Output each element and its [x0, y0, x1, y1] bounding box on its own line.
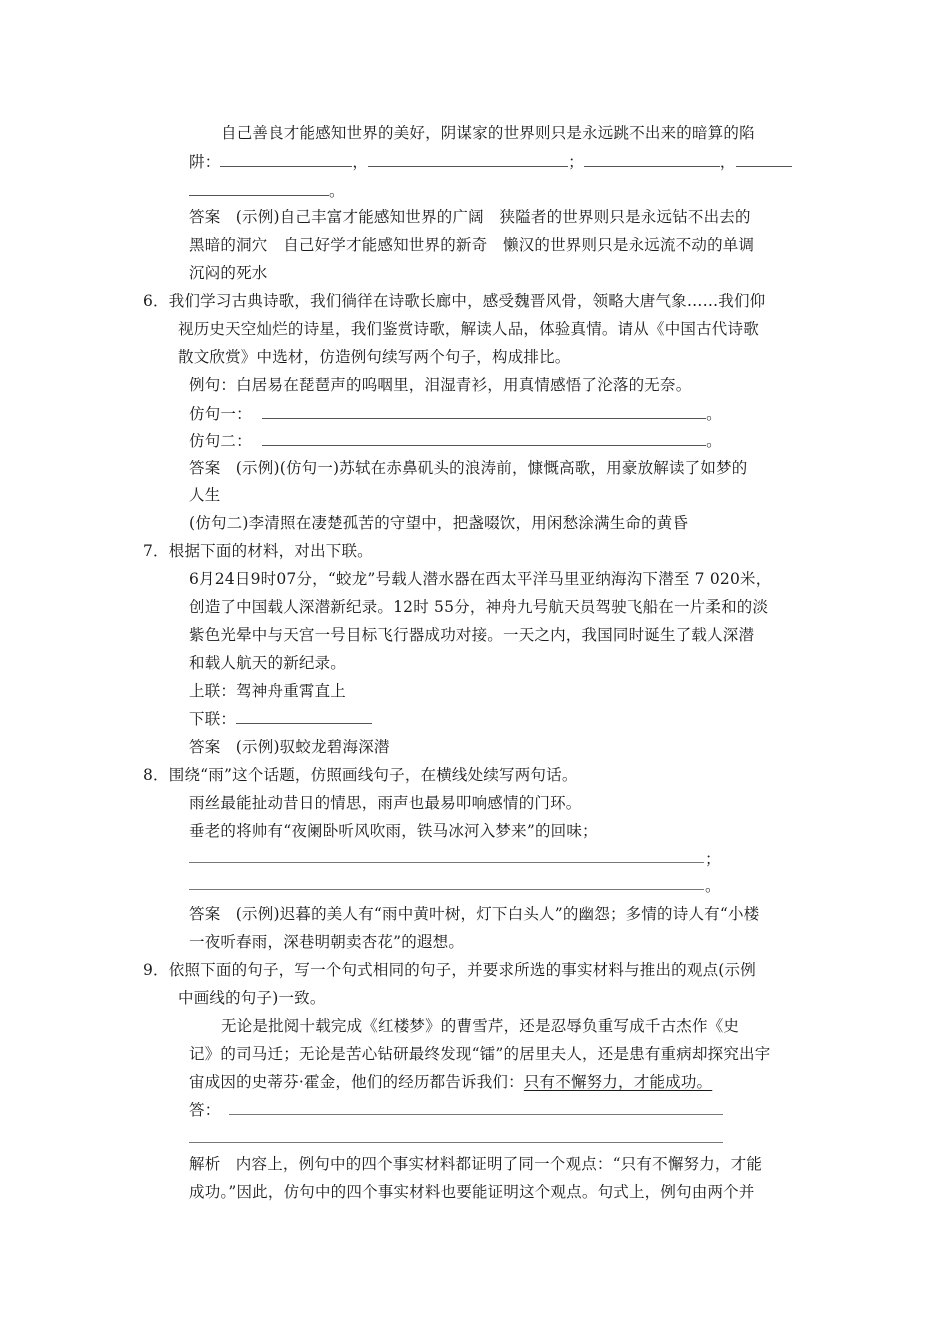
q7-xialian-label: 下联：: [189, 710, 237, 728]
q8-question-line: [143, 764, 578, 786]
q9-question-line2: 中画线的句子)一致。: [178, 989, 326, 1007]
q6-answer-line1: [189, 457, 748, 479]
q7-material-line1: 6月24日9时07分，“蛟龙”号载人潜水器在西太平洋马里亚纳海沟下潜至 7 020米，: [189, 570, 772, 588]
q5-comma-2: ，: [719, 153, 736, 171]
q7-xialian-blank[interactable]: [236, 709, 372, 724]
q6-fang1-line: [189, 403, 722, 425]
q9-number: 9．: [143, 961, 169, 979]
q8-rule1-semicolon: ；: [705, 850, 721, 868]
q9-example-prefix: 宙成因的史蒂芬·霍金，他们的经历都告诉我们：: [189, 1073, 524, 1091]
q6-question-line3: 散文欣赏》中选材，仿造例句续写两个句子，构成排比。: [178, 348, 571, 366]
q8-answer-label: 答案: [189, 905, 221, 923]
q7-material-line2: 创造了中国载人深潜新纪录。12时 55分，神舟九号航天员驾驶飞船在一片柔和的淡: [189, 598, 769, 616]
q6-text1: 我们学习古典诗歌，我们徜徉在诗歌长廊中，感受魏晋风骨，领略大唐气象……我们仰: [168, 292, 766, 310]
q6-fang1-period: 。: [706, 405, 722, 423]
q9-jiexi-label: 解析: [189, 1155, 221, 1173]
q5-prompt-line3: [189, 180, 345, 202]
q8-number: 8．: [143, 766, 169, 784]
q6-answer-label: 答案: [189, 459, 221, 477]
q8-answer-rule-2[interactable]: [189, 889, 704, 890]
q6-fang1-blank[interactable]: [262, 404, 706, 419]
q5-prompt-line1: 自己善良才能感知世界的美好，阴谋家的世界则只是永远跳不出来的暗算的陷: [221, 124, 755, 142]
q9-answer-rule-2[interactable]: [189, 1142, 723, 1143]
q9-example-line1: 无论是批阅十载完成《红楼梦》的曹雪芹，还是忍辱负重写成千古杰作《史: [221, 1017, 740, 1035]
q5-period: 。: [329, 182, 345, 200]
q9-underlined-viewpoint: 只有不懈努力，才能成功。: [523, 1073, 713, 1091]
q7-answer-line: [189, 736, 390, 758]
q7-question-line: [143, 540, 373, 562]
q9-example-line2: 记》的司马迁；无论是苦心钻研最终发现“镭”的居里夫人，还是患有重病却探究出宇: [189, 1045, 771, 1063]
q9-jiexi-line1: [189, 1153, 762, 1175]
q7-answer-label: 答案: [189, 738, 221, 756]
q9-jiexi-line2: 成功。”因此，仿句中的四个事实材料也要能证明这个观点。句式上，例句由两个并: [189, 1183, 755, 1201]
q9-title1: 依照下面的句子，写一个句式相同的句子，并要求所选的事实材料与推出的观点(示例: [168, 961, 756, 979]
q5-answer-line1: [189, 206, 751, 228]
q5-answer-line3: 沉闷的死水: [189, 264, 268, 282]
q9-answer-prompt: 答：: [189, 1101, 221, 1119]
q8-title: 围绕“雨”这个话题，仿照画线句子，在横线处续写两句话。: [168, 766, 578, 784]
q5-answer-text1: (示例)自己丰富才能感知世界的广阔 狭隘者的世界则只是永远钻不出去的: [235, 208, 751, 226]
q6-number: 6．: [143, 292, 169, 310]
q6-answer-line2: 人生: [189, 486, 221, 504]
q8-answer-rule-1[interactable]: [189, 862, 704, 863]
q5-blank-1[interactable]: [220, 152, 352, 167]
q6-example: 例句：白居易在琵琶声的呜咽里，泪湿青衫，用真情感悟了沦落的无奈。: [189, 376, 692, 394]
q6-question-line2: 视历史天空灿烂的诗星，我们鉴赏诗歌，解读人品，体验真情。请从《中国古代诗歌: [178, 320, 759, 338]
q5-blank-4a[interactable]: [736, 152, 792, 167]
q6-answer-text1: (示例)(仿句一)苏轼在赤鼻矶头的浪涛前，慷慨高歌，用豪放解读了如梦的: [235, 459, 748, 477]
q6-fang2-line: [189, 430, 722, 452]
q7-xialian-line: [189, 708, 372, 730]
q5-prompt-prefix: 阱：: [189, 153, 221, 171]
q5-semicolon: ；: [568, 153, 584, 171]
q9-example-line3: [189, 1071, 712, 1093]
q9-question-line1: [143, 959, 756, 981]
q6-fang2-label: 仿句二：: [189, 432, 252, 450]
q5-comma-1: ，: [352, 153, 369, 171]
q9-answer-rule-1[interactable]: [229, 1114, 723, 1115]
q8-rule2-period: 。: [705, 877, 721, 895]
q7-number: 7．: [143, 542, 169, 560]
q8-line2: 垂老的将帅有“夜阑卧听风吹雨，铁马冰河入梦来”的回味；: [189, 822, 598, 840]
q7-material-line4: 和载人航天的新纪录。: [189, 654, 347, 672]
q5-blank-3[interactable]: [584, 152, 720, 167]
q8-answer-line2: 一夜听春雨，深巷明朝卖杏花”的遐想。: [189, 933, 465, 951]
q5-prompt-line2: [189, 151, 792, 173]
q6-fang1-label: 仿句一：: [189, 405, 252, 423]
q5-answer-line2: 黑暗的洞穴 自己好学才能感知世界的新奇 懒汉的世界则只是永远流不动的单调: [189, 236, 755, 254]
q7-shanglian: 上联：驾神舟重霄直上: [189, 682, 347, 700]
q9-jiexi-text1: 内容上，例句中的四个事实材料都证明了同一个观点：“只有不懈努力，才能: [235, 1155, 763, 1173]
q7-answer-text: (示例)驭蛟龙碧海深潜: [235, 738, 390, 756]
q7-material-line3: 紫色光晕中与天宫一号目标飞行器成功对接。一天之内，我国同时诞生了载人深潜: [189, 626, 755, 644]
q5-blank-4b[interactable]: [189, 181, 329, 196]
q6-answer-line3: (仿句二)李清照在凄楚孤苦的守望中，把盏啜饮，用闲愁涂满生命的黄昏: [189, 514, 689, 532]
q8-answer-text1: (示例)迟暮的美人有“雨中黄叶树，灯下白头人”的幽怨；多情的诗人有“小楼: [235, 905, 760, 923]
q5-blank-2[interactable]: [368, 152, 568, 167]
q8-answer-line1: [189, 903, 759, 925]
q7-title: 根据下面的材料，对出下联。: [168, 542, 373, 560]
q6-question-line1: [143, 290, 765, 312]
q6-fang2-blank[interactable]: [262, 431, 706, 446]
q5-answer-label: 答案: [189, 208, 221, 226]
q6-fang2-period: 。: [706, 432, 722, 450]
q8-line1: 雨丝最能扯动昔日的情思，雨声也最易叩响感情的门环。: [189, 794, 582, 812]
